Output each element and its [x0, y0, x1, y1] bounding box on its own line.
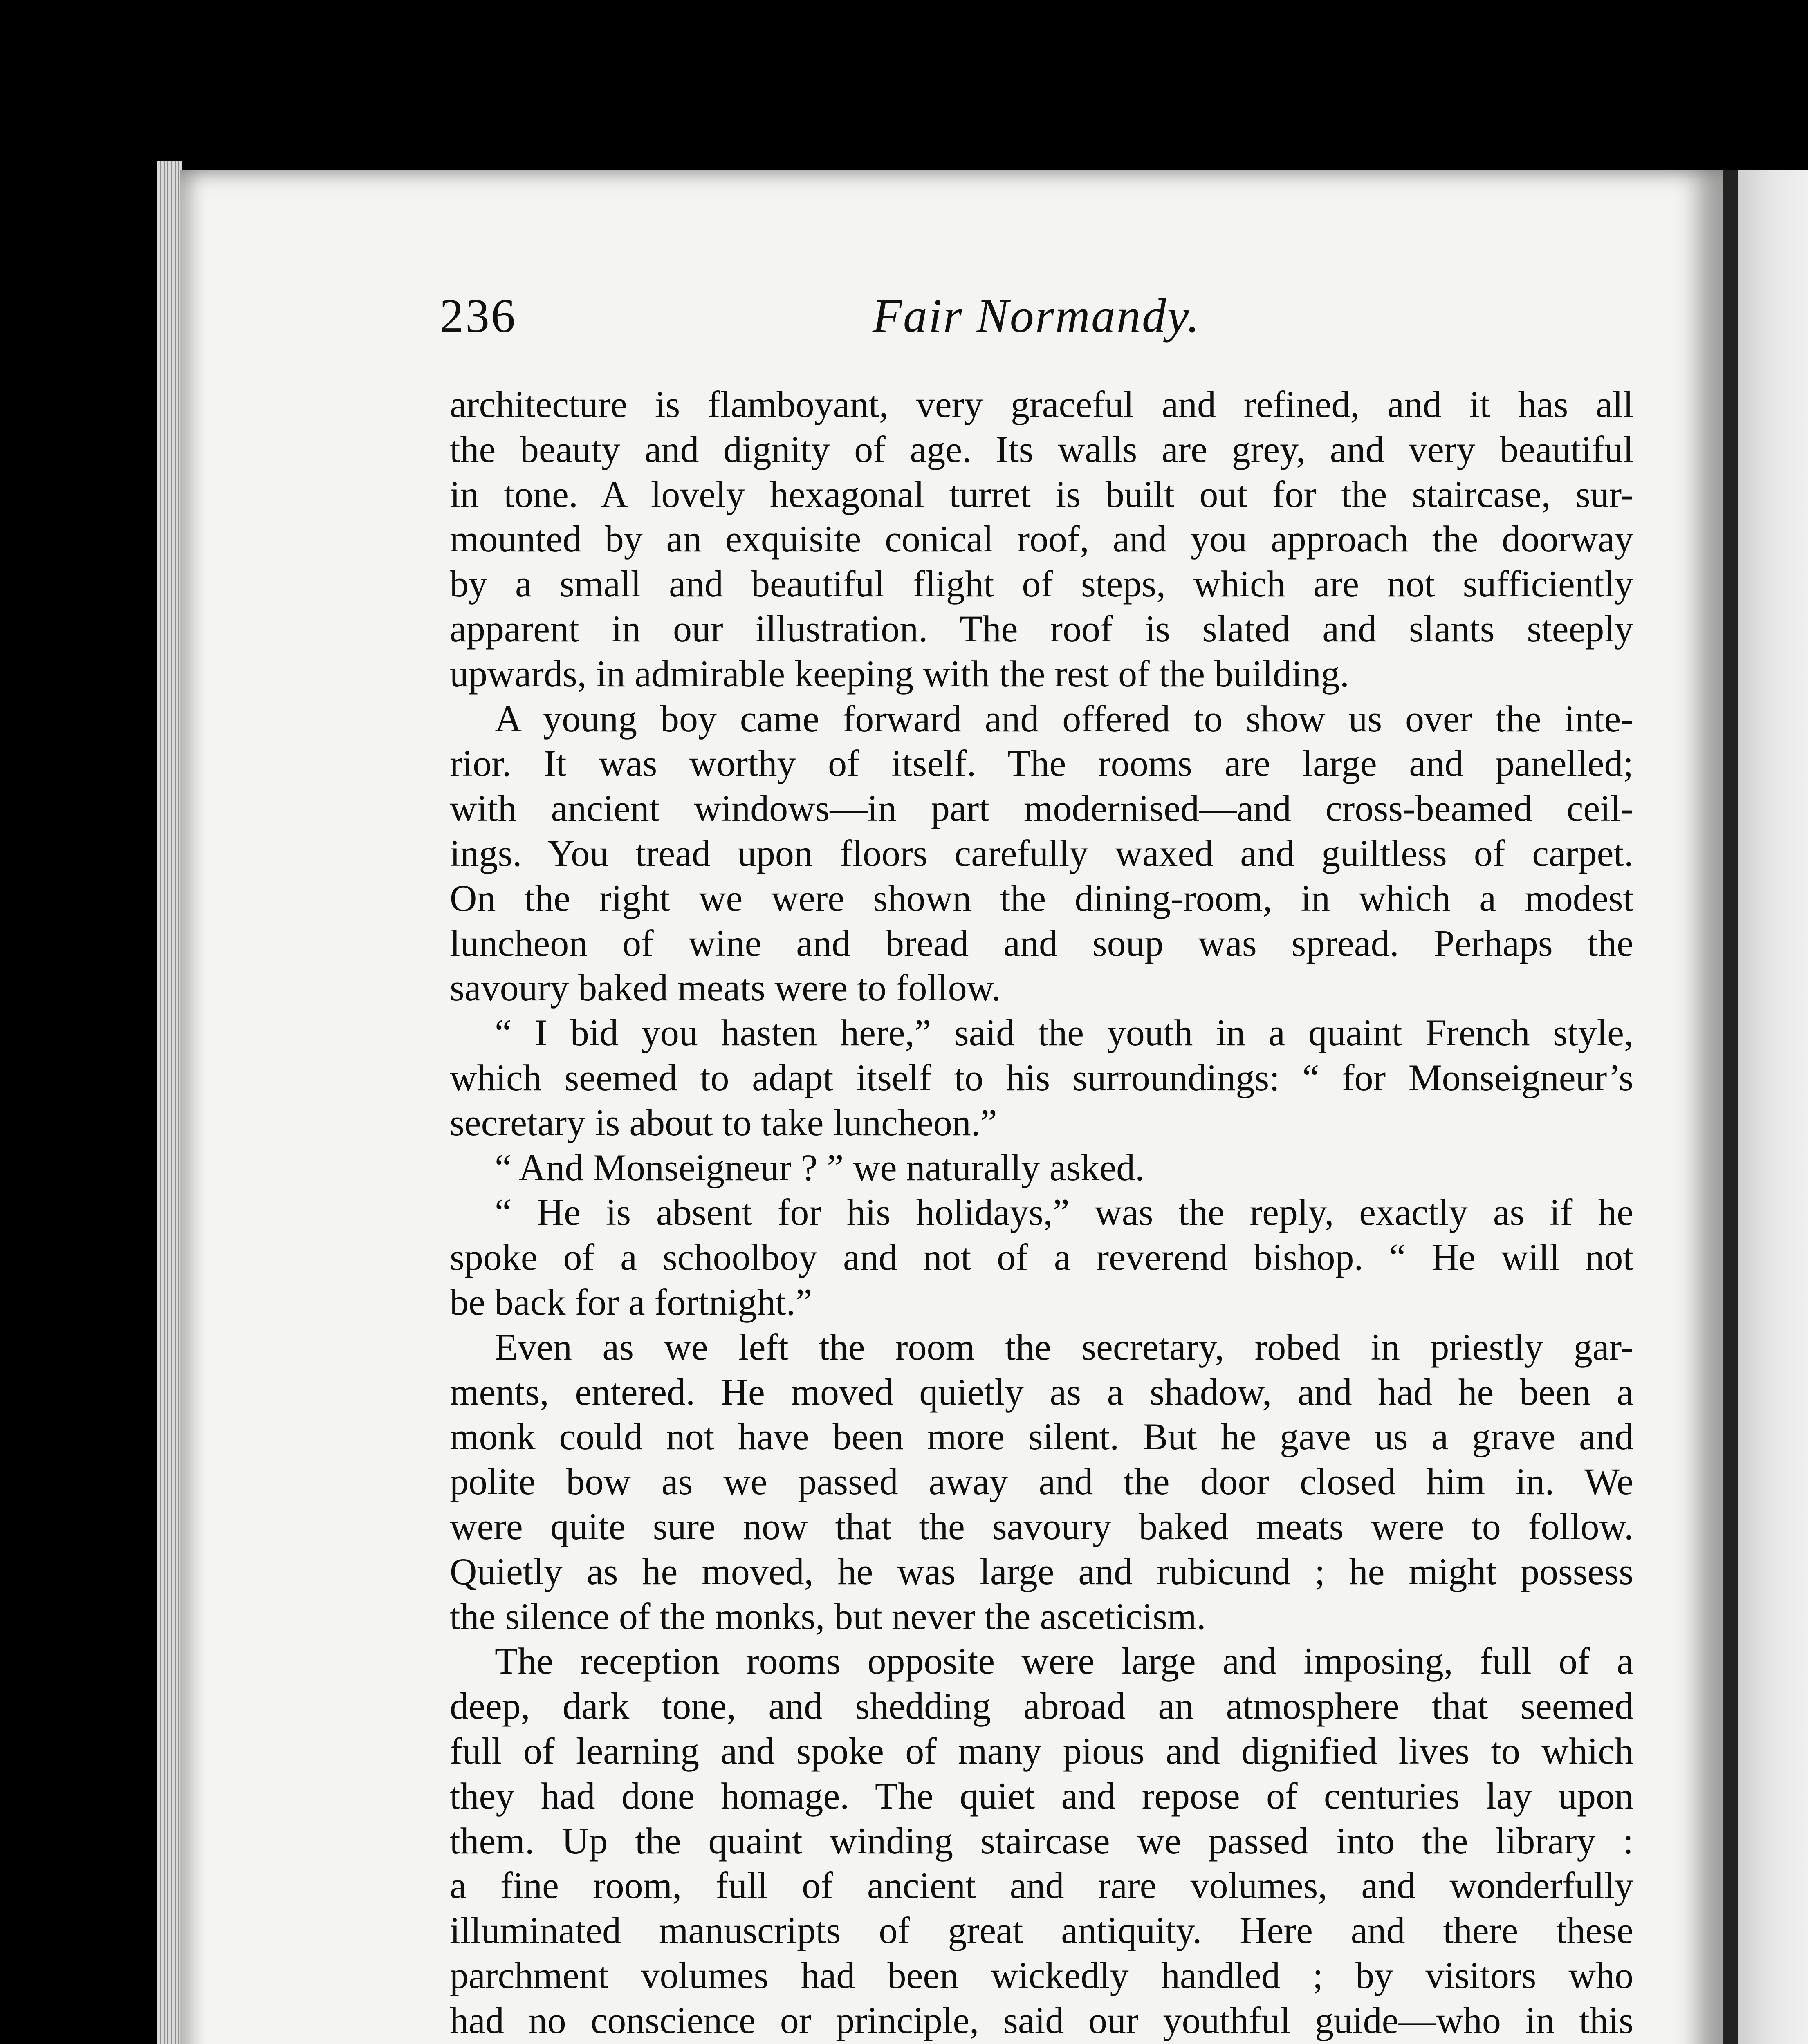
text-line: be back for a fortnight.” — [450, 1281, 812, 1323]
text-line: the beauty and dignity of age. Its walls are grey, and very beautiful — [450, 428, 1633, 470]
text-line: On the right we were shown the dining-room, in which a modest — [450, 877, 1633, 919]
text-line: the silence of the monks, but never the asceticism. — [450, 1595, 1206, 1637]
text-line: ings. You tread upon floors carefully waxed and guiltless of carpet. — [450, 832, 1633, 874]
text-line: mounted by an exquisite conical roof, and you approach the doorway — [450, 518, 1633, 560]
paragraph — [450, 1145, 1633, 1190]
text-line: with ancient windows—in part modernised—and cross-beamed ceil- — [450, 787, 1633, 829]
text-line: parchment volumes had been wickedly handled ; by visitors who — [450, 1954, 1633, 1996]
text-line: savoury baked meats were to follow. — [450, 967, 1001, 1009]
text-line: spoke of a schoolboy and not of a reverend bishop. “ He will not — [450, 1236, 1633, 1278]
text-line: architecture is flamboyant, very graceful and refined, and it has all — [450, 383, 1633, 425]
text-line: had no conscience or principle, said our youthful guide—who in this — [450, 1999, 1633, 2041]
text-line: “ I bid you hasten here,” said the youth in a quaint French style, — [495, 1012, 1633, 1054]
text-line: Quietly as he moved, he was large and rubicund ; he might possess — [450, 1550, 1633, 1592]
text-line: monk could not have been more silent. But he gave us a grave and — [450, 1416, 1633, 1458]
text-line: “ And Monseigneur ? ” we naturally asked. — [495, 1146, 1145, 1188]
text-line: illuminated manuscripts of great antiquity. Here and there these — [450, 1910, 1633, 1952]
book-page-edges — [157, 161, 182, 2044]
page-header — [440, 288, 1633, 354]
text-line: in tone. A lovely hexagonal turret is built out for the staircase, sur- — [450, 473, 1633, 515]
text-line: “ He is absent for his holidays,” was the reply, exactly as if he — [495, 1191, 1633, 1233]
text-line: a fine room, full of ancient and rare volumes, and wonderfully — [450, 1865, 1633, 1907]
text-line: rior. It was worthy of itself. The rooms are large and panelled; — [450, 742, 1633, 784]
paragraph — [450, 1190, 1633, 1325]
text-line: by a small and beautiful flight of steps, which are not sufficiently — [450, 563, 1633, 605]
text-line: luncheon of wine and bread and soup was spread. Perhaps the — [450, 922, 1633, 964]
text-line: Even as we left the room the secretary, robed in priestly gar- — [495, 1326, 1633, 1368]
text-line: them. Up the quaint winding staircase we passed into the library : — [450, 1820, 1633, 1862]
text-line: full of learning and spoke of many pious and dignified lives to which — [450, 1730, 1633, 1772]
text-line: upwards, in admirable keeping with the rest of the building. — [450, 652, 1349, 695]
text-line: secretary is about to take luncheon.” — [450, 1101, 997, 1143]
text-line: The reception rooms opposite were large and imposing, full of a — [495, 1640, 1633, 1682]
page-number: 236 — [440, 289, 517, 343]
text-line: apparent in our illustration. The roof is slated and slants steeply — [450, 607, 1633, 650]
paragraph — [450, 382, 1633, 697]
text-line: which seemed to adapt itself to his surroundings: “ for Monseigneur’s — [450, 1056, 1633, 1098]
text-line: deep, dark tone, and shedding abroad an atmosphere that seemed — [450, 1685, 1633, 1727]
facing-page-edge — [1723, 170, 1808, 2044]
paragraph — [450, 1011, 1633, 1145]
running-title: Fair Normandy. — [872, 289, 1201, 343]
paragraph — [450, 697, 1633, 1011]
body-text — [450, 382, 1633, 2044]
text-line: were quite sure now that the savoury baked meats were to follow. — [450, 1505, 1633, 1547]
paragraph — [450, 1639, 1633, 2044]
text-line: A young boy came forward and offered to show us over the inte- — [495, 697, 1633, 740]
paragraph — [450, 1325, 1633, 1639]
text-line: they had done homage. The quiet and repose of centuries lay upon — [450, 1775, 1633, 1817]
text-line: polite bow as we passed away and the door closed him in. We — [450, 1461, 1633, 1503]
text-line: ments, entered. He moved quietly as a shadow, and had he been a — [450, 1371, 1633, 1413]
